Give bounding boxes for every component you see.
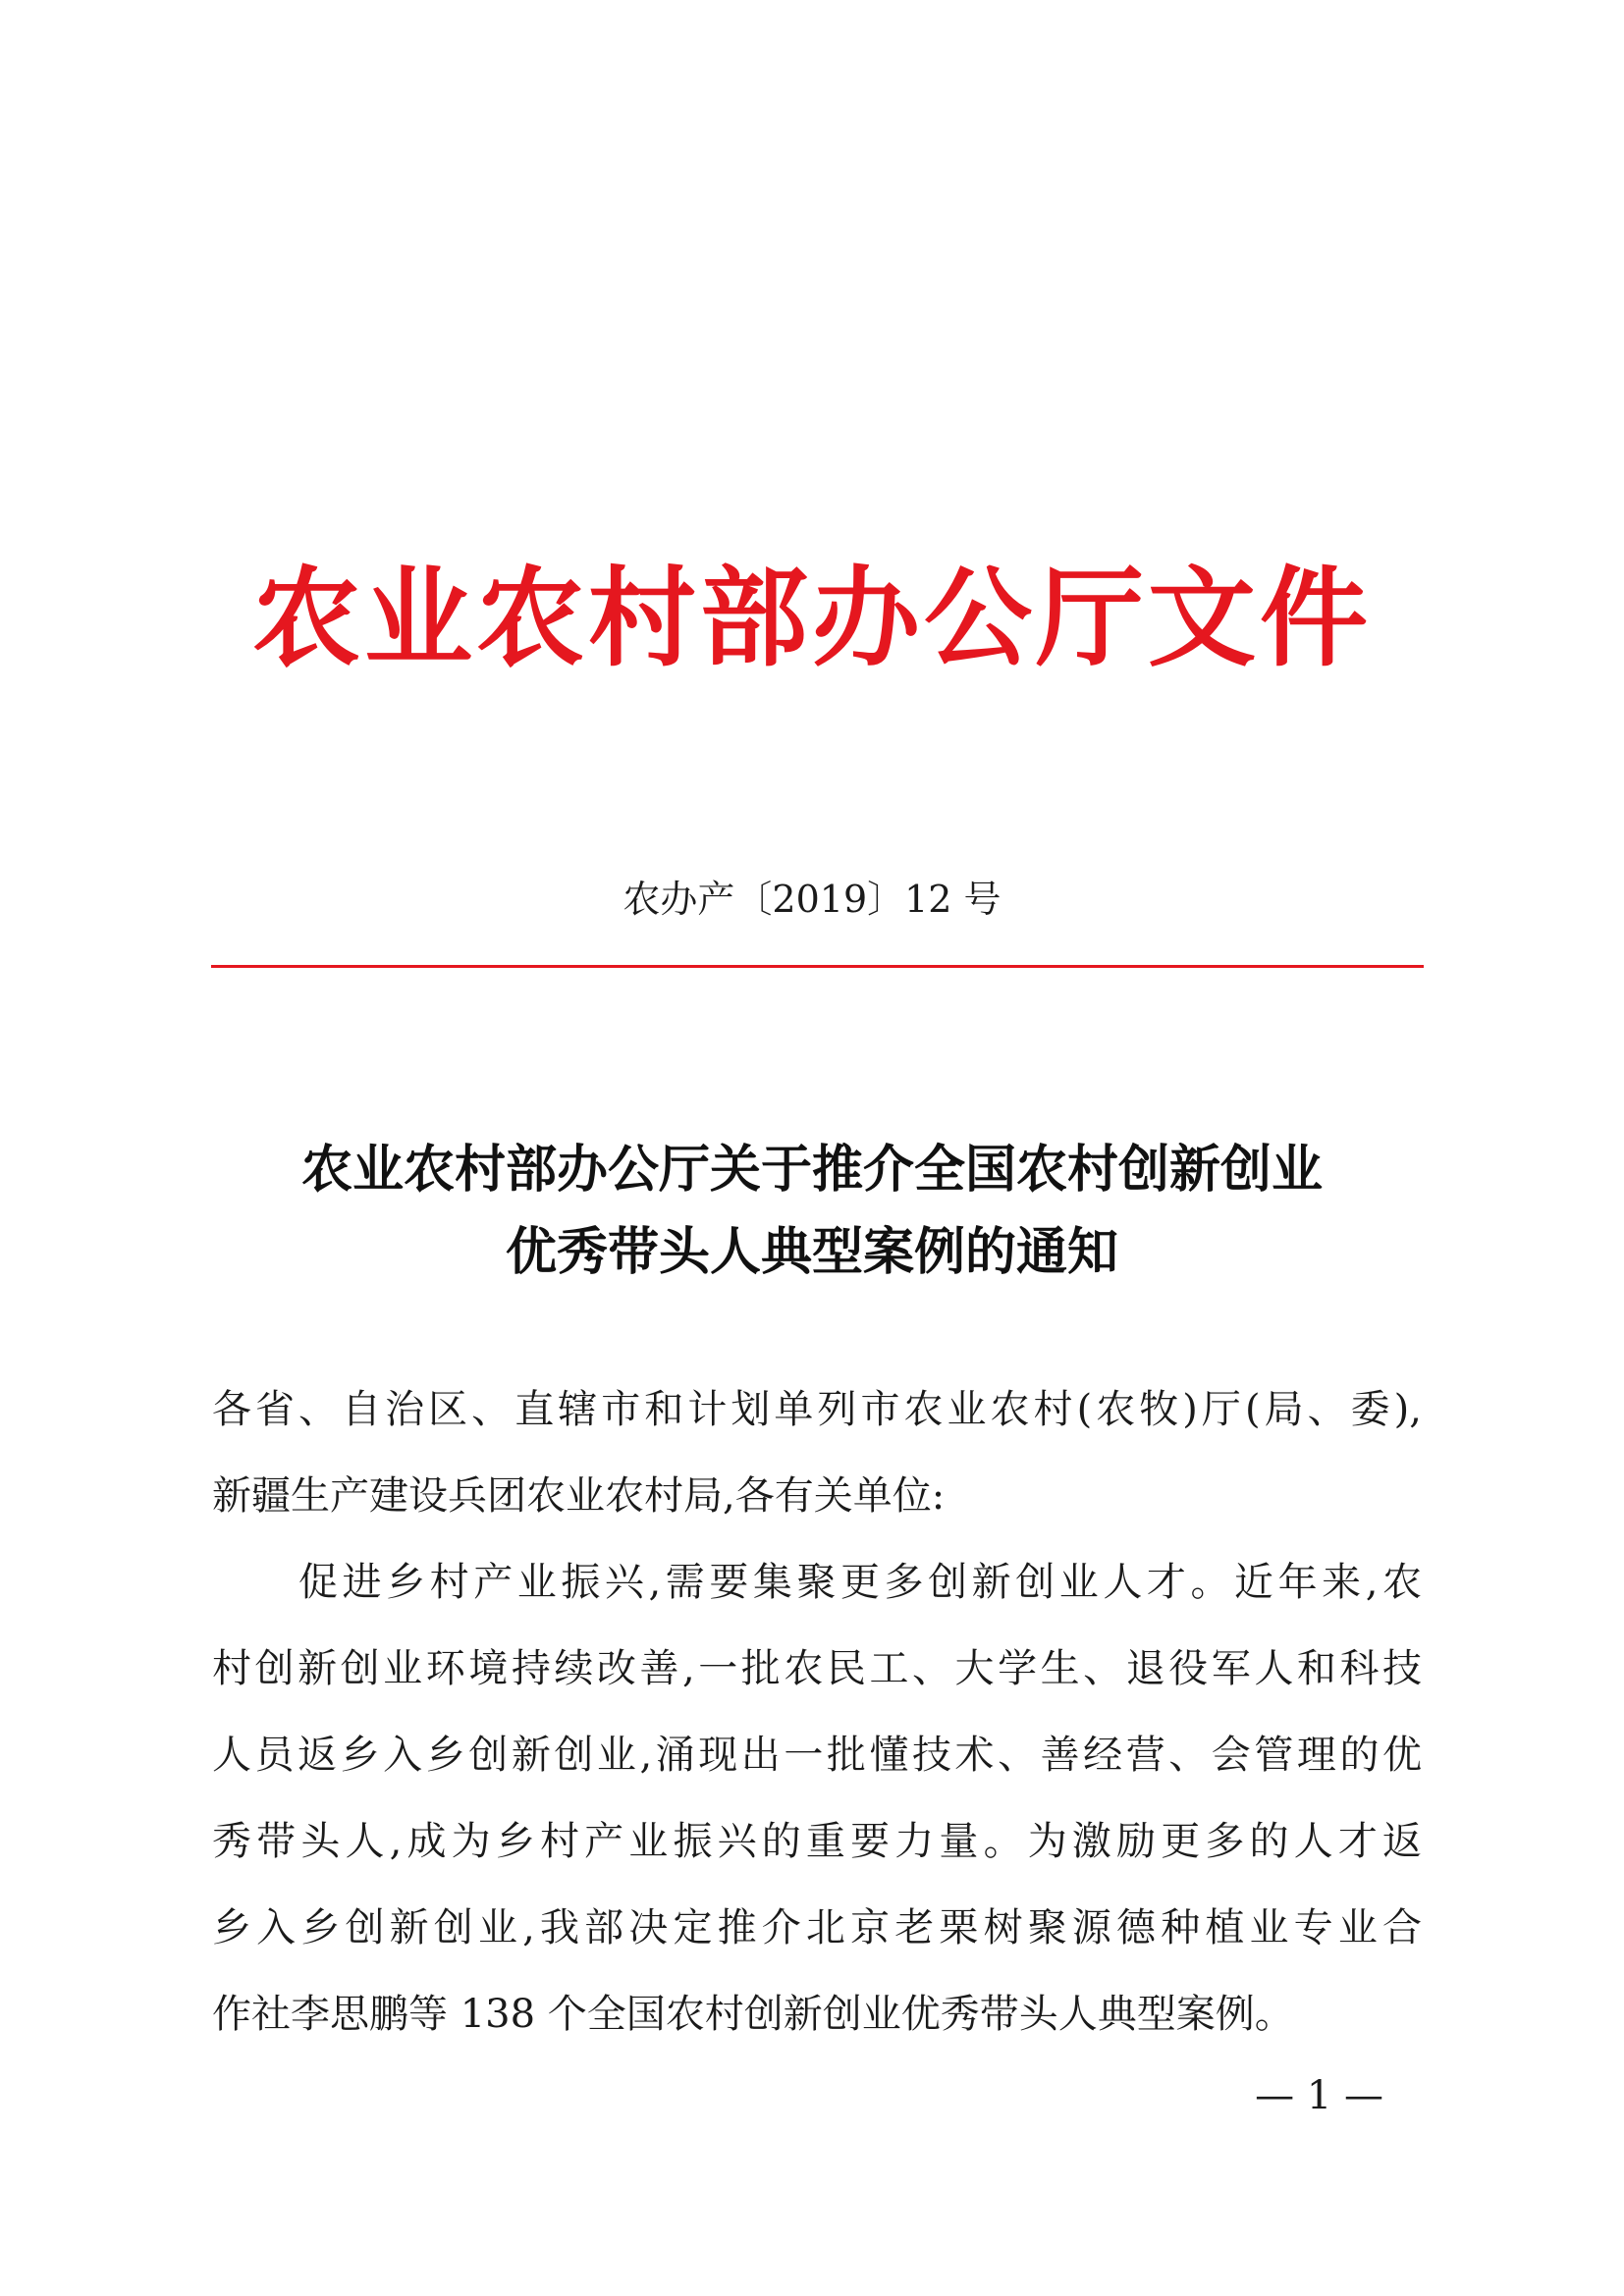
title-line-1: 农业农村部办公厅关于推介全国农村创新创业 [300, 1140, 1323, 1200]
paragraph-line-4: 秀带头人,成为乡村产业振兴的重要力量。为激励更多的人才返 [212, 1819, 1422, 1864]
paragraph-line-3: 人员返乡入乡创新创业,涌现出一批懂技术、善经营、会管理的优 [212, 1733, 1422, 1778]
document-title [0, 1129, 1624, 1294]
masthead-title: 农业农村部办公厅文件 [252, 555, 1372, 681]
paragraph-line-6: 作社李思鹏等 138 个全国农村创新创业优秀带头人典型案例。 [212, 1992, 1294, 2037]
addressee-line-2: 新疆生产建设兵团农业农村局,各有关单位: [212, 1473, 946, 1519]
document-body [212, 1366, 1422, 2057]
red-divider-rule [211, 965, 1424, 968]
document-number: 农办产〔2019〕12 号 [623, 878, 1001, 921]
paragraph-line-2: 村创新创业环境持续改善,一批农民工、大学生、退役军人和科技 [212, 1646, 1422, 1691]
title-line-2: 优秀带头人典型案例的通知 [505, 1222, 1118, 1282]
page-number: — 1 — [1255, 2073, 1383, 2118]
paragraph-line-1: 促进乡村产业振兴,需要集聚更多创新创业人才。近年来,农 [298, 1560, 1422, 1605]
paragraph-line-5: 乡入乡创新创业,我部决定推介北京老栗树聚源德种植业专业合 [212, 1905, 1422, 1950]
addressee-line-1: 各省、自治区、直辖市和计划单列市农业农村(农牧)厅(局、委), [212, 1387, 1422, 1432]
